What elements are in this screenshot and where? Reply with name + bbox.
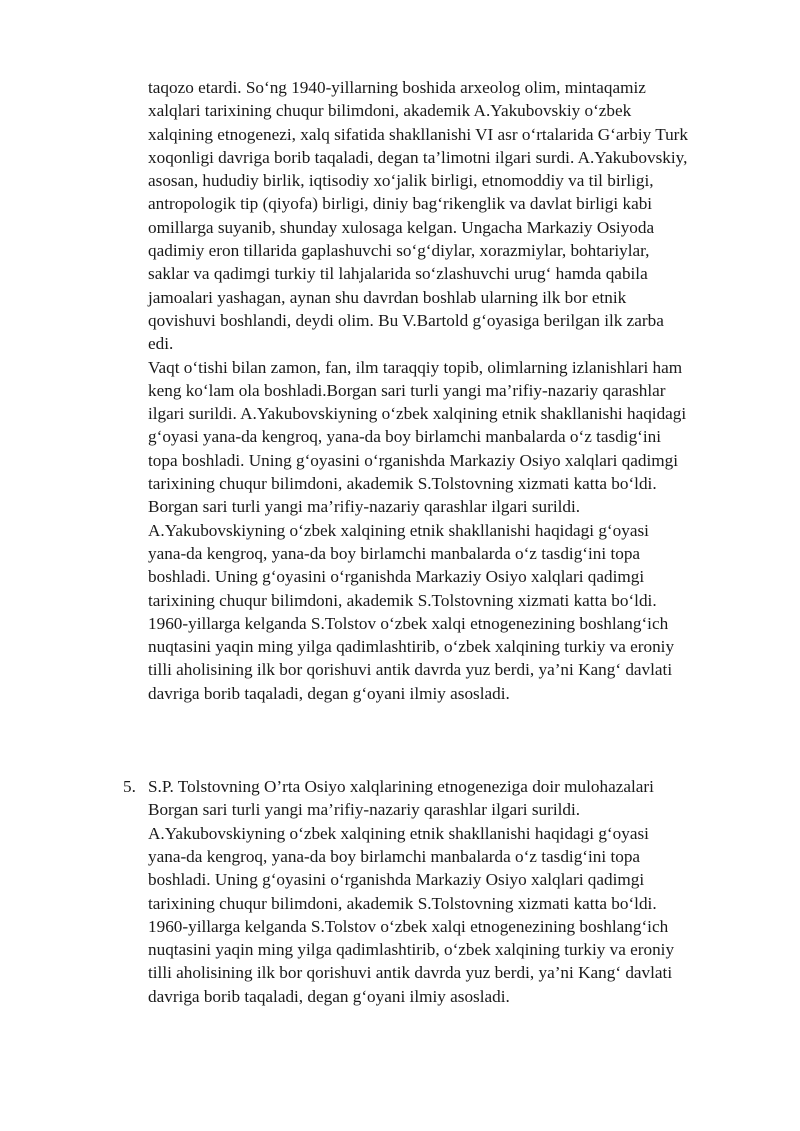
text-line: qovishuvi boshlandi, deydi olim. Bu V.Bartold g‘oyasiga berilgan ilk zarba: [148, 310, 664, 330]
text-line: tilli aholisining ilk bor qorishuvi antik davrda yuz berdi, ya’ni Kang‘ davlati: [148, 963, 673, 983]
text-line: tarixining chuqur bilimdoni, akademik S.Tolstovning xizmati katta bo‘ldi.: [148, 474, 657, 494]
text-line: omillarga suyanib, shunday xulosaga kelgan. Ungacha Markaziy Osiyoda: [148, 217, 655, 237]
text-line: tarixining chuqur bilimdoni, akademik S.Tolstovning xizmati katta bo‘ldi.: [148, 893, 657, 913]
section-heading: S.P. Tolstovning O’rta Osiyo xalqlarining etnogeneziga doir mulohazalari: [148, 777, 654, 797]
text-line: 1960-yillarga kelganda S.Tolstov o‘zbek xalqi etnogenezining boshlang‘ich: [148, 613, 669, 633]
text-line: qadimiy eron tillarida gaplashuvchi so‘g‘diylar, xorazmiylar, bohtariylar,: [148, 241, 650, 261]
text-line: jamoalari yashagan, aynan shu davrdan boshlab ularning ilk bor etnik: [148, 287, 627, 307]
text-line: A.Yakubovskiyning o‘zbek xalqining etnik shakllanishi haqidagi g‘oyasi: [148, 823, 649, 843]
list-number: 5.: [123, 777, 136, 797]
text-line: yana-da kengroq, yana-da boy birlamchi manbalarda o‘z tasdig‘ini topa: [148, 846, 641, 866]
text-line: ilgari surildi. A.Yakubovskiyning o‘zbek xalqining etnik shakllanishi haqidagi: [148, 404, 687, 424]
text-line: boshladi. Uning g‘oyasini o‘rganishda Markaziy Osiyo xalqlari qadimgi: [148, 567, 645, 587]
text-line: keng ko‘lam ola boshladi.Borgan sari turli yangi ma’rifiy-nazariy qarashlar: [148, 380, 666, 400]
text-line: xoqonligi davriga borib taqaladi, degan ta’limotni ilgari surdi. A.Yakubovskiy,: [148, 147, 688, 167]
document-page: [123, 76, 760, 1008]
text-line: tilli aholisining ilk bor qorishuvi antik davrda yuz berdi, ya’ni Kang‘ davlati: [148, 660, 673, 680]
text-line: xalqlari tarixining chuqur bilimdoni, akademik A.Yakubovskiy o‘zbek: [148, 101, 632, 121]
section-spacer: [148, 705, 760, 775]
text-line: topa boshladi. Uning g‘oyasini o‘rganishda Markaziy Osiyo xalqlari qadimgi: [148, 450, 679, 470]
text-line: antropologik tip (qiyofa) birligi, diniy bag‘rikenglik va davlat birligi kabi: [148, 194, 653, 214]
text-line: xalqining etnogenezi, xalq sifatida shakllanishi VI asr o‘rtalarida G‘arbiy Turk: [148, 124, 689, 144]
text-line: taqozo etardi. So‘ng 1940-yillarning boshida arxeolog olim, mintaqamiz: [148, 78, 646, 97]
paragraph-1: [148, 76, 760, 356]
text-line: Borgan sari turli yangi ma’rifiy-nazariy qarashlar ilgari surildi.: [148, 800, 581, 820]
text-line: A.Yakubovskiyning o‘zbek xalqining etnik shakllanishi haqidagi g‘oyasi: [148, 520, 649, 540]
text-line: tarixining chuqur bilimdoni, akademik S.Tolstovning xizmati katta bo‘ldi.: [148, 590, 657, 610]
text-line: edi.: [148, 334, 174, 354]
text-line: davriga borib taqaladi, degan g‘oyani ilmiy asosladi.: [148, 683, 510, 703]
text-line: saklar va qadimgi turkiy til lahjalarida so‘zlashuvchi urug‘ hamda qabila: [148, 264, 648, 284]
text-line: davriga borib taqaladi, degan g‘oyani ilmiy asosladi.: [148, 986, 510, 1006]
paragraph-2: [148, 356, 760, 705]
text-line: nuqtasini yaqin ming yilga qadimlashtirib, o‘zbek xalqining turkiy va eroniy: [148, 637, 675, 657]
text-line: yana-da kengroq, yana-da boy birlamchi manbalarda o‘z tasdig‘ini topa: [148, 543, 641, 563]
text-line: g‘oyasi yana-da kengroq, yana-da boy birlamchi manbalarda o‘z tasdig‘ini: [148, 427, 662, 447]
text-line: boshladi. Uning g‘oyasini o‘rganishda Markaziy Osiyo xalqlari qadimgi: [148, 870, 645, 890]
text-line: asosan, hududiy birlik, iqtisodiy xo‘jalik birligi, etnomoddiy va til birligi,: [148, 171, 654, 191]
numbered-section-5: [123, 775, 760, 1008]
text-line: Vaqt o‘tishi bilan zamon, fan, ilm taraqqiy topib, olimlarning izlanishlari ham: [148, 357, 683, 377]
text-line: nuqtasini yaqin ming yilga qadimlashtirib, o‘zbek xalqining turkiy va eroniy: [148, 940, 675, 960]
text-line: 1960-yillarga kelganda S.Tolstov o‘zbek xalqi etnogenezining boshlang‘ich: [148, 916, 669, 936]
text-line: Borgan sari turli yangi ma’rifiy-nazariy qarashlar ilgari surildi.: [148, 497, 581, 517]
